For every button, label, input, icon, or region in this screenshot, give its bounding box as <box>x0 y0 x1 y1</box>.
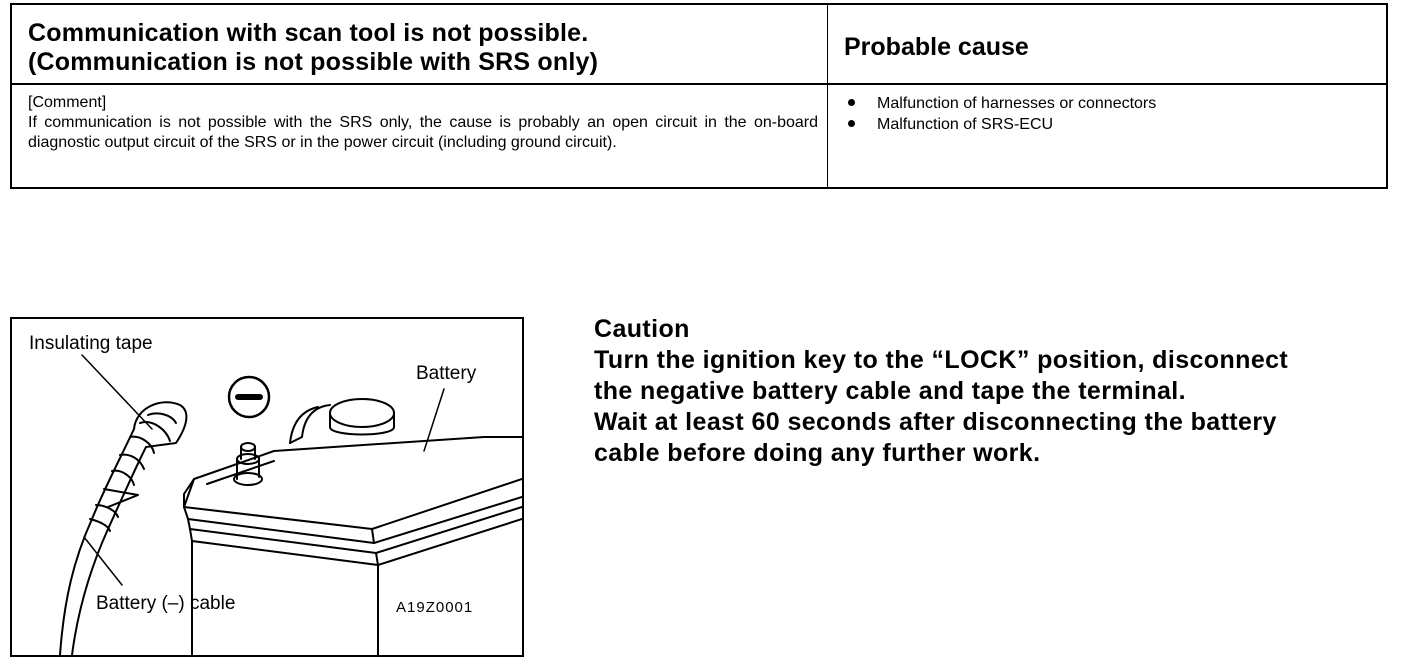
column-divider <box>827 85 828 189</box>
comment-cell <box>28 93 818 153</box>
caution-line: Turn the ignition key to the “LOCK” position, disconnect <box>594 346 1289 374</box>
insulating-tape-label: Insulating tape <box>29 333 153 354</box>
cause-item: Malfunction of harnesses or connectors <box>844 93 1156 114</box>
battery-label: Battery <box>416 363 477 384</box>
caution-line: Wait at least 60 seconds after disconnecting the battery <box>594 408 1277 436</box>
symptom-title-line2: (Communication is not possible with SRS only) <box>28 48 599 76</box>
diagnosis-table <box>10 3 1388 189</box>
table-header-row <box>12 5 1386 85</box>
symptom-title <box>28 19 818 77</box>
battery-icon <box>184 399 522 655</box>
comment-text: If communication is not possible with the SRS only, the cause is probably an open circuit in the on-board diagnostic output circuit of the SRS or in the power circuit (including ground circuit). <box>28 114 818 151</box>
figure-code: A19Z0001 <box>396 599 474 616</box>
symptom-title-line1: Communication with scan tool is not possible. <box>28 19 589 47</box>
battery-cable-label: Battery (–) cable <box>96 593 236 614</box>
minus-circle-icon <box>229 377 269 417</box>
probable-cause-heading: Probable cause <box>844 33 1029 61</box>
battery-illustration <box>10 317 524 657</box>
caution-heading: Caution <box>594 315 690 343</box>
caution-block <box>594 314 1394 469</box>
cause-item: Malfunction of SRS-ECU <box>844 114 1156 135</box>
comment-label: [Comment] <box>28 94 107 111</box>
caution-line: cable before doing any further work. <box>594 439 1041 467</box>
column-divider <box>827 5 828 83</box>
cause-list <box>844 93 1156 135</box>
caution-line: the negative battery cable and tape the terminal. <box>594 377 1186 405</box>
table-body-row <box>12 85 1386 189</box>
cable-icon <box>60 402 186 655</box>
